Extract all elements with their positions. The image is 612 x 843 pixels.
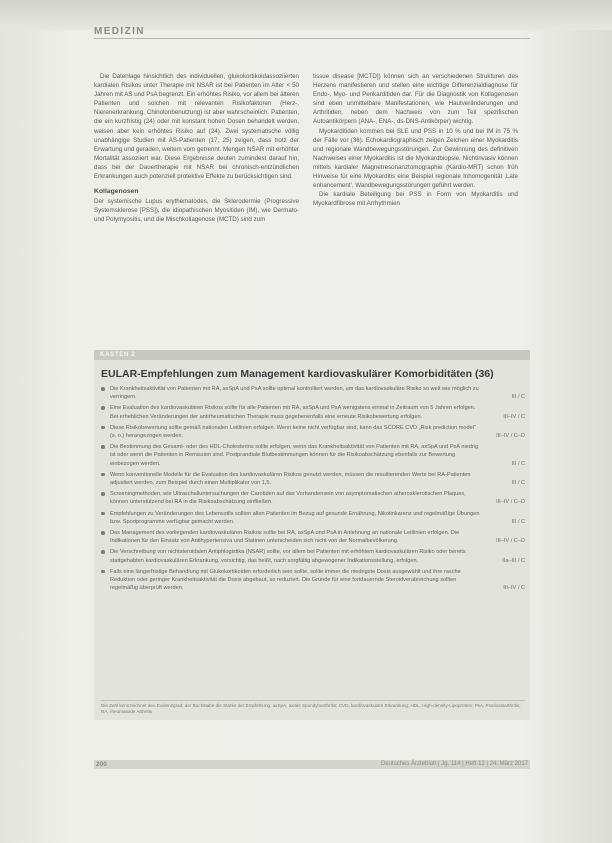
recommendation-item xyxy=(101,510,525,526)
recommendation-text: Die Krankheitsaktivität von Patienten mit RA, axSpA und PsA sollte optimal kontrolliert werden, um das kardiovaskuläre Risiko so weit wie möglich zu verringern. xyxy=(110,386,479,401)
bullet-icon xyxy=(101,570,105,574)
subheading: Kollagenosen xyxy=(94,188,139,196)
evidence-grade: III–IV / C–D xyxy=(496,499,525,506)
scan-shadow xyxy=(0,0,612,30)
left-paragraph: Der systemische Lupus erythematodes, die Sklerodermie (Progressive Systemsklerose [PSS]), die idiopathischen Myositiden (IM), wie Dermato- und Polymyositis, und die Mischkollagenose (MCTD) sind zum xyxy=(94,198,299,224)
recommendation-text: Empfehlungen zu Veränderungen des Lebensstils sollten allen Patienten im Bezug auf gesunde Ernährung, Nikotinkarenz und regelmäßige Übungen bzw. Sportprogramme verfügbar gemacht werden. xyxy=(110,510,480,525)
recommendation-text: Wenn konventionelle Modelle für die Evaluation des kardiovaskulären Risikos genutzt werden, müssen die resultierenden Werte bei RA-Patienten adjustiert werden, zum Beispiel durch einen Multiplikator von 1,5. xyxy=(110,471,471,487)
bullet-icon xyxy=(101,387,105,391)
recommendation-text: Diese Risikobewertung sollte gemäß nationalen Leitlinien erfolgen. Wenn keine nicht verfügbar sind, kann das SCORE CVD „Risk prediction model“ (s. o.) herangezogen werden. xyxy=(110,424,476,440)
recommendation-text: Die Bestimmung des Gesamt- oder des HDL-Cholesterins sollte erfolgen, wenn das Krankheitsaktivität von Patienten mit RA, axSpA und PsA niedrig ist oder wenn die Patienten in Remission sind. Postprandiale Blutbestimmungen können für die Risikoabschätzung ebenfalls zur Bewertung einbezogen werden. xyxy=(110,444,479,467)
evidence-grade: III / C xyxy=(511,394,525,401)
bullet-icon xyxy=(101,512,105,516)
evidence-grade: III–IV / C xyxy=(503,585,525,592)
box-title: EULAR-Empfehlungen zum Management kardiovaskulärer Komorbiditäten (36) xyxy=(101,368,494,380)
evidence-grade: III–IV / C–D xyxy=(496,538,525,545)
bullet-icon xyxy=(101,531,105,535)
recommendation-list xyxy=(101,385,525,595)
bullet-icon xyxy=(101,473,105,477)
recommendation-item xyxy=(101,404,525,420)
evidence-grade: III / C xyxy=(511,480,525,487)
section-label: MEDIZIN xyxy=(94,26,145,37)
recommendation-item xyxy=(101,443,525,468)
recommendation-item xyxy=(101,529,525,545)
evidence-grade: III–IV / C–D xyxy=(496,433,525,440)
recommendation-item xyxy=(101,385,525,401)
right-paragraph: Die kardiale Beteiligung bei PSS in Form von Myokarditis und Myokardfibrose mit Arrhythmien xyxy=(313,191,518,208)
recommendation-text: Eine Evaluation des kardiovaskulären Risikos sollte für alle Patienten mit RA, axSpA und PsA wenigstens einmal in Zeitraum von 5 Jahren erfolgen. Bei erheblichen Veränderungen der antirheumatischen Therapie muss gegebenenfalls eine erneute Risikobewertung erfolgen. xyxy=(110,405,476,420)
recommendation-text: Falls eine längerfristige Behandlung mit Glukokortikoiden erforderlich sein sollte, sollte immer die niedrigste Dosis ausgewählt und ihre rasche Reduktion oder geringer Krankheitsaktivität die Dosis abgebaut, so reduziert. Die Gründe für eine fortdauernde Steroidverabreichung sollten regelmäßig überprüft werden. xyxy=(110,568,461,592)
box-label: KASTEN 2 xyxy=(100,351,136,358)
recommendation-text: Screeningmethoden, wie Ultraschalluntersuchungen der Carotiden auf das Vorhandensein von asymptomatischen atherosklerotischen Plaques, können unterstützend bei RA in die Risikoabschätzung einfließen. xyxy=(110,491,466,506)
recommendation-text: Die Verschreibung von nichtsteroidalen Antiphlogistika (NSAR) sollte, vor allem bei Patienten mit erhöhtem kardiovaskulären Risiko oder bereits stattgehabten kardiovaskulären Erkrankung, vorsichtig, das heißt, nach sorgfältig abgewogener Indikationsstellung, erfolgen. xyxy=(110,549,466,564)
right-paragraph: Myokarditiden kommen bei SLE und PSS in 10 % und bei IM in 75 % der Fälle vor (36). Echokardiographisch zeigen Zeichen einer Myokarditis und regionale Wandbewegungsstörungen. Zur Gewinnung des definitiven Nachweises einer Myokarditis ist die Myokardbiopsie. Nichtinvasiv können mittels kardialer Magnetresonanztomographie (Kardio-MRT) schon früh Hinweise für eine Myokarditis eine Beispiel regionale Inhomogenität ‚Late enhancement‘, Wandbewegungsstörungen geführt werden. xyxy=(313,127,518,190)
recommendation-text: Das Management des vorliegenden kardiovaskulären Risikos sollte bei RA, axSpA und PsA in Anlehnung an nationale Leitlinien erfolgen. Die Indikationen für den Einsatz von Antihypertensiva und Statinen unterscheiden sich nicht von der Normalbevölkerung. xyxy=(110,530,460,545)
left-column xyxy=(94,72,299,225)
page-number: 200 xyxy=(96,761,107,768)
left-paragraph: Die Datenlage hinsichtlich des individuellen, glukokortikoidassoziierten kardialen Risikos unter Therapie mit NSAR ist bei Patienten im Alter < 50 Jahren mit AS und PsA begrenzt. Ein erhöhtes Risiko, vor allem bei älteren Patienten und solchen mit relevanten Risikofaktoren (Herz-, Nierenerkrankung, Chinolonbenutzung) ist aber wahrscheinlich. Patienten, die ein kurzfristig (24) oder mit konstant hohen Dosen behandelt werden, weisen aber kein erhöhtes Risiko auf (24). Zwei systematische völlig unabhängige Studien mit AS-Patienten (17, 25) zeigen, dass trotz der Erwartung und geraden, weitem vom getrennt. Mengen NSAR mit erhöhter Mortalität assoziiert war. Diese Ergebnisse deuten zumindest darauf hin, dass bei der Dauertherapie mit NSAR bei chronisch-entzündlichen Erkrankungen auch potenziell protektive Effekte zu berücksichtigen sind. xyxy=(94,73,299,181)
evidence-grade: III / C xyxy=(511,460,525,467)
right-column xyxy=(313,72,518,208)
recommendation-item xyxy=(101,568,525,593)
right-paragraph: tissue disease [MCTD]) können sich an verschiedenen Strukturen des Herzens manifestieren und stellen eine wichtige Differenzialdiagnose für Endo-, Myo- und Perikarditiden dar. Für die Diagnostik von Kollagenosen sind eben unmittelbare Manifestationen, wie Hautveränderungen und Arthritiden, neben dem Nachweis von zum Teil spezifischen Autoantikörpern (ANA-, ENA-, ds-DNS-Antikörper) wichtig. xyxy=(313,73,518,126)
recommendation-item xyxy=(101,490,525,506)
box-label-bar xyxy=(94,350,530,360)
evidence-grade: III–IV / C xyxy=(503,413,525,420)
info-box xyxy=(94,350,530,720)
bullet-icon xyxy=(101,492,105,496)
recommendation-item xyxy=(101,471,525,487)
bullet-icon xyxy=(101,550,105,554)
bullet-icon xyxy=(101,445,105,449)
journal-citation: Deutsches Ärzteblatt | Jg. 114 | Heft 12 | 24. März 2017 xyxy=(381,761,528,767)
bullet-icon xyxy=(101,406,105,410)
box-footnote: Die Zahl kennzeichnet den Evidenzgrad; der Buchstabe die Stärke der Empfehlung. axSpA, axiale Spondyloarthritis; CVD, kardiovaskuläre Erkrankung; HDL, High-density-Lipoprotein; PsA, Psoriasisarthritis; RA, rheumatoide Arthritis xyxy=(101,700,525,716)
evidence-grade: IIa–III / C xyxy=(502,557,525,564)
bullet-icon xyxy=(101,426,105,430)
recommendation-item xyxy=(101,424,525,440)
evidence-grade: III / C xyxy=(511,518,525,525)
recommendation-item xyxy=(101,548,525,564)
header-rule xyxy=(94,38,530,39)
